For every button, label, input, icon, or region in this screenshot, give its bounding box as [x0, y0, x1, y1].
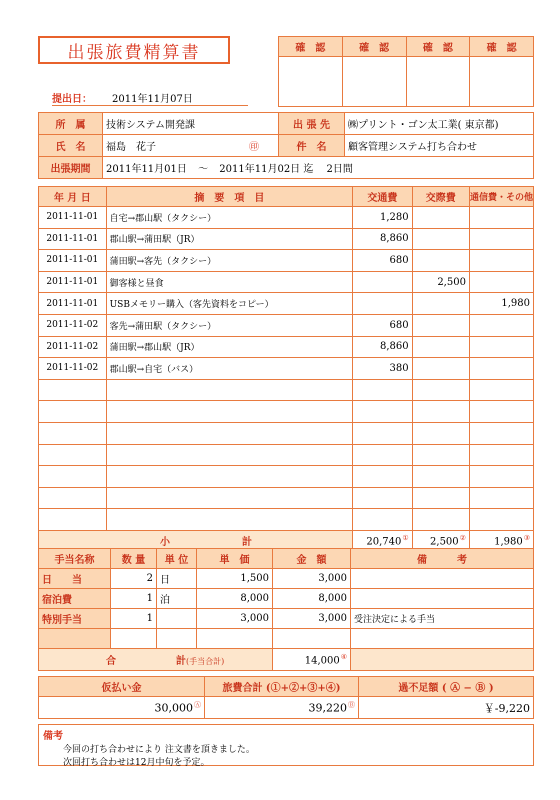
expense-other: [469, 314, 533, 336]
allowance-amount-cell: [273, 629, 351, 649]
approval-header: 確 認: [279, 37, 343, 57]
expense-item: 客先→蒲田駅（タクシー）: [106, 314, 353, 336]
document-title: 出張旅費精算書: [38, 36, 230, 64]
expense-cell-blank: [353, 444, 413, 466]
allowance-amount-header: 金 額: [273, 549, 351, 569]
allowance-name-cell: [39, 629, 111, 649]
period-start: 2011年11月01日: [106, 164, 187, 175]
expense-transport: 380: [353, 358, 413, 380]
expense-row: [39, 250, 534, 272]
expense-entertainment: 2,500: [412, 271, 469, 293]
col-transport-header: 交通費: [353, 187, 413, 207]
expense-transport: 8,860: [353, 336, 413, 358]
advance-label: 仮払い金: [39, 677, 205, 697]
submission-date-value: 2011年11月07日: [112, 94, 193, 105]
expense-entertainment: [412, 228, 469, 250]
remarks-label: 備考: [43, 731, 63, 742]
approval-stamp-box[interactable]: [406, 57, 470, 107]
expense-item: 御客様と昼食: [106, 271, 353, 293]
allowance-name: 特別手当: [39, 609, 111, 629]
subtotal-entertainment: 2,500②: [412, 530, 469, 551]
col-item-header: 摘 要 項 目: [106, 187, 353, 207]
expense-row: [39, 228, 534, 250]
expense-cell-blank: [39, 401, 107, 423]
approval-header: 確 認: [406, 37, 470, 57]
period-label: 出張期間: [39, 157, 103, 179]
expense-date: 2011-11-02: [39, 358, 107, 380]
expense-row: [39, 336, 534, 358]
expense-transport: [353, 271, 413, 293]
allowance-qty: 2: [111, 569, 157, 589]
expense-cell-blank: [469, 466, 533, 488]
expense-transport: 680: [353, 250, 413, 272]
approval-stamp-box[interactable]: [279, 57, 343, 107]
allowance-row: [39, 589, 534, 609]
expense-cell-blank: [353, 401, 413, 423]
expense-item: 自宅→郡山駅（タクシー）: [106, 207, 353, 229]
expense-cell-blank: [469, 487, 533, 509]
allowance-price-header: 単 価: [197, 549, 273, 569]
expense-item: 蒲田駅→郡山駅（JR）: [106, 336, 353, 358]
allowance-name-header: 手当名称: [39, 549, 111, 569]
period-value: [103, 157, 534, 179]
expense-row-blank: [39, 444, 534, 466]
subtotal-label: 小 計: [39, 530, 353, 551]
expense-item: 郡山駅→自宅（バス）: [106, 358, 353, 380]
expense-row-blank: [39, 487, 534, 509]
allowance-amount: 8,000: [273, 589, 351, 609]
expense-row: [39, 271, 534, 293]
allowance-row: [39, 609, 534, 629]
subject-label: 件 名: [279, 135, 345, 157]
expense-cell-blank: [106, 487, 353, 509]
expense-cell-blank: [106, 422, 353, 444]
expense-transport: 680: [353, 314, 413, 336]
allowance-note: 受注決定による手当: [351, 609, 534, 629]
approval-stamp-box[interactable]: [470, 57, 534, 107]
expense-row-blank: [39, 401, 534, 423]
expense-row: [39, 314, 534, 336]
expense-cell-blank: [353, 509, 413, 531]
allowance-qty-cell: [111, 629, 157, 649]
department-value: 技術システム開発課: [103, 113, 279, 135]
expense-transport: 1,280: [353, 207, 413, 229]
allowance-note-header: 備 考: [351, 549, 534, 569]
expense-cell-blank: [412, 401, 469, 423]
expense-cell-blank: [39, 422, 107, 444]
expense-cell-blank: [412, 509, 469, 531]
expense-other: 1,980: [469, 293, 533, 315]
allowance-total-blank: [351, 649, 534, 671]
expense-date: 2011-11-01: [39, 228, 107, 250]
col-date-header: 年 月 日: [39, 187, 107, 207]
expense-other: [469, 271, 533, 293]
subtotal-transport: 20,740①: [353, 530, 413, 551]
expense-date: 2011-11-01: [39, 250, 107, 272]
allowance-unit-header: 単 位: [157, 549, 197, 569]
travel-total-value: 39,220Ⓑ: [205, 697, 359, 719]
expense-cell-blank: [106, 466, 353, 488]
allowance-price: 1,500: [197, 569, 273, 589]
expense-cell-blank: [39, 509, 107, 531]
expense-cell-blank: [353, 379, 413, 401]
allowance-price: 8,000: [197, 589, 273, 609]
allowance-table: [38, 548, 534, 671]
expense-cell-blank: [469, 401, 533, 423]
expense-cell-blank: [353, 487, 413, 509]
expense-cell-blank: [469, 422, 533, 444]
submission-date-line: [52, 92, 248, 106]
seal-mark: ㊞: [249, 142, 259, 153]
expense-cell-blank: [353, 466, 413, 488]
expense-row: [39, 358, 534, 380]
expense-entertainment: [412, 314, 469, 336]
approval-stamp-box[interactable]: [342, 57, 406, 107]
balance-label: 過不足額 ( Ⓐ − Ⓑ ): [359, 677, 534, 697]
expense-row: [39, 293, 534, 315]
expense-cell-blank: [39, 487, 107, 509]
advance-value: 30,000Ⓐ: [39, 697, 205, 719]
allowance-name: 宿泊費: [39, 589, 111, 609]
expense-cell-blank: [353, 422, 413, 444]
destination-value: ㈱プリント・ゴン太工業( 東京都): [345, 113, 534, 135]
destination-label: 出 張 先: [279, 113, 345, 135]
expense-cell-blank: [39, 444, 107, 466]
name-value: 福島 花子: [106, 142, 156, 153]
subtotal-other: 1,980③: [469, 530, 533, 551]
expense-other: [469, 336, 533, 358]
expense-item: USBメモリー購入（客先資料をコピー）: [106, 293, 353, 315]
expense-cell-blank: [412, 444, 469, 466]
col-entertainment-header: 交際費: [412, 187, 469, 207]
summary-table: [38, 676, 534, 719]
allowance-total-label: 合 計(手当合計): [39, 649, 273, 671]
allowance-note: [351, 569, 534, 589]
allowance-name: 日 当: [39, 569, 111, 589]
expense-row-blank: [39, 422, 534, 444]
expense-row-blank: [39, 509, 534, 531]
travel-total-label: 旅費合計 (①+②+③+④): [205, 677, 359, 697]
allowance-qty: 1: [111, 609, 157, 629]
expense-date: 2011-11-01: [39, 293, 107, 315]
expense-entertainment: [412, 293, 469, 315]
department-label: 所 属: [39, 113, 103, 135]
expense-row: [39, 207, 534, 229]
allowance-note-cell: [351, 629, 534, 649]
expense-table: [38, 186, 534, 552]
expense-other: [469, 228, 533, 250]
name-label: 氏 名: [39, 135, 103, 157]
expense-date: 2011-11-02: [39, 314, 107, 336]
allowance-amount: 3,000: [273, 609, 351, 629]
allowance-row: [39, 569, 534, 589]
expense-item: 蒲田駅→客先（タクシー）: [106, 250, 353, 272]
trip-info-table: [38, 112, 534, 179]
expense-cell-blank: [412, 379, 469, 401]
allowance-price: 3,000: [197, 609, 273, 629]
expense-other: [469, 358, 533, 380]
remarks-line-1: 今回の打ち合わせにより 注文書を頂きました。: [63, 745, 255, 755]
expense-other: [469, 207, 533, 229]
name-cell: [103, 135, 279, 157]
remarks-box: [38, 724, 534, 766]
approval-header: 確 認: [342, 37, 406, 57]
expense-entertainment: [412, 358, 469, 380]
expense-cell-blank: [412, 422, 469, 444]
expense-row-blank: [39, 466, 534, 488]
period-separator: ～: [198, 164, 209, 175]
expense-entertainment: [412, 336, 469, 358]
expense-cell-blank: [106, 379, 353, 401]
allowance-unit: 泊: [157, 589, 197, 609]
expense-cell-blank: [39, 379, 107, 401]
period-end: 2011年11月02日 迄: [219, 164, 314, 175]
allowance-unit-cell: [157, 629, 197, 649]
allowance-amount: 3,000: [273, 569, 351, 589]
balance-value: ￥-9,220: [359, 697, 534, 719]
col-other-header: 通信費・その他: [469, 187, 533, 207]
expense-date: 2011-11-01: [39, 207, 107, 229]
expense-cell-blank: [106, 444, 353, 466]
expense-date: 2011-11-01: [39, 271, 107, 293]
allowance-unit: [157, 609, 197, 629]
allowance-qty-header: 数 量: [111, 549, 157, 569]
period-days: 2日間: [326, 164, 353, 175]
remarks-line-2: 次回打ち合わせは12月中旬を予定。: [63, 758, 210, 768]
expense-cell-blank: [39, 466, 107, 488]
expense-item: 郡山駅→蒲田駅（JR）: [106, 228, 353, 250]
expense-cell-blank: [106, 509, 353, 531]
submission-date-label: 提出日：: [52, 94, 92, 105]
approval-table: [278, 36, 534, 107]
expense-cell-blank: [412, 466, 469, 488]
expense-row-blank: [39, 379, 534, 401]
expense-date: 2011-11-02: [39, 336, 107, 358]
expense-cell-blank: [469, 509, 533, 531]
expense-transport: 8,860: [353, 228, 413, 250]
approval-header: 確 認: [470, 37, 534, 57]
expense-transport: [353, 293, 413, 315]
allowance-total-value: 14,000④: [273, 649, 351, 671]
allowance-unit: 日: [157, 569, 197, 589]
expense-cell-blank: [106, 401, 353, 423]
expense-cell-blank: [469, 444, 533, 466]
expense-entertainment: [412, 250, 469, 272]
allowance-qty: 1: [111, 589, 157, 609]
allowance-note: [351, 589, 534, 609]
expense-other: [469, 250, 533, 272]
expense-cell-blank: [469, 379, 533, 401]
expense-entertainment: [412, 207, 469, 229]
expense-cell-blank: [412, 487, 469, 509]
allowance-price-cell: [197, 629, 273, 649]
subject-value: 顧客管理システム打ち合わせ: [345, 135, 534, 157]
